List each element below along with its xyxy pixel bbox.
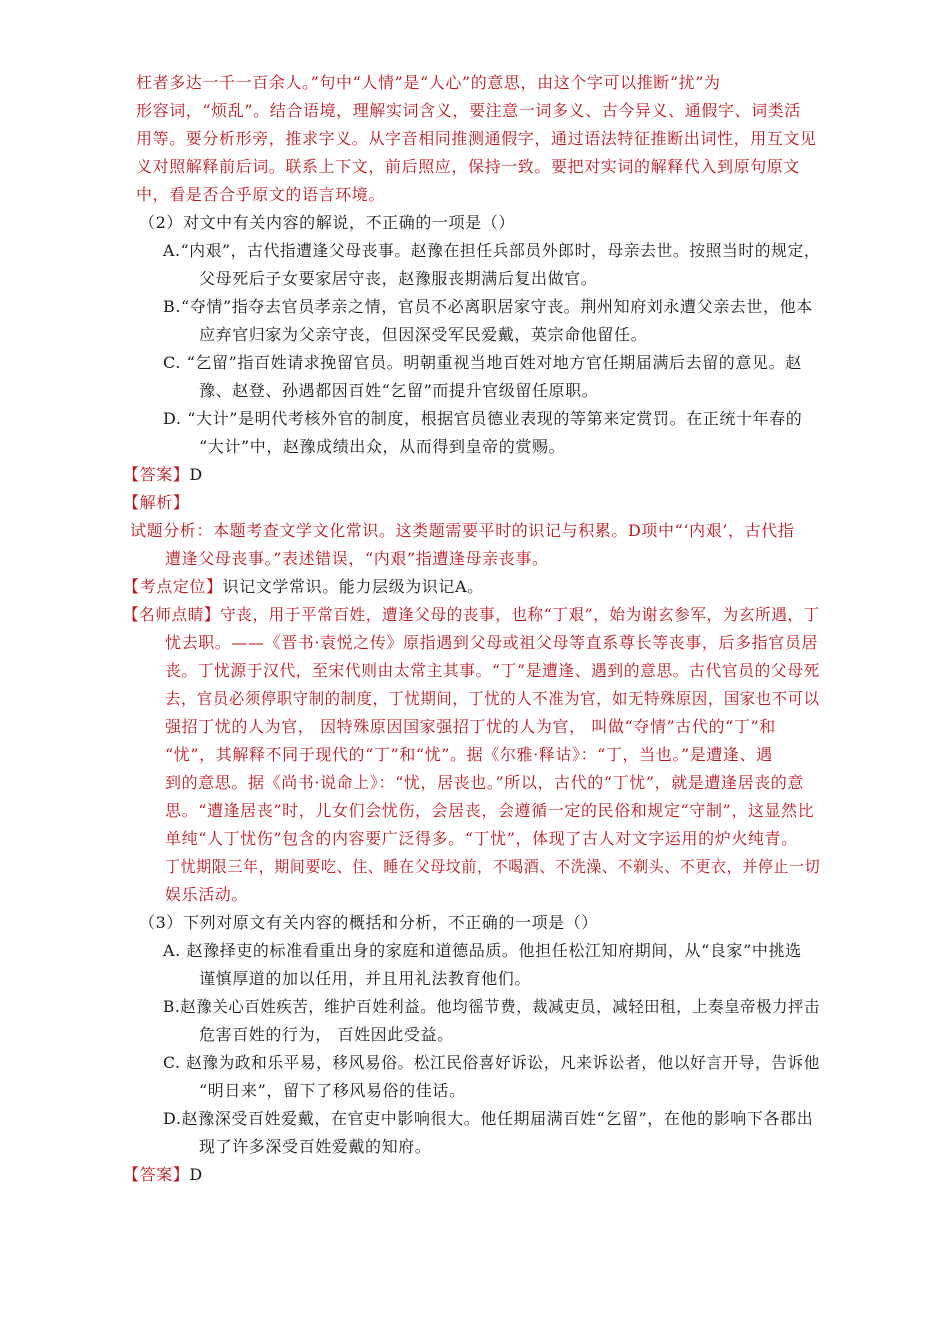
line-text: D	[189, 1165, 203, 1184]
line-text: D	[189, 465, 203, 484]
section-tag: 【答案】	[123, 1165, 190, 1184]
text-line: 谨慎厚道的加以任用，并且用礼法教育他们。	[199, 969, 532, 988]
section-tag: 【考点定位】	[123, 577, 223, 596]
text-line: 忧去职。——《晋书·袁悦之传》原指遇到父母或祖父母等直系尊长等丧事，后多指官员居	[165, 633, 819, 652]
text-line: 豫、赵登、孙遇都因百姓“乞留”而提升官级留任原职。	[199, 381, 599, 400]
text-line: 去，官员必须停职守制的制度，丁忧期间，丁忧的人不准为官，如无特殊原因，国家也不可以	[165, 689, 820, 708]
text-line: C. 赵豫为政和乐平易，移风易俗。松江民俗喜好诉讼，凡来诉讼者，他以好言开导，告诉他	[163, 1053, 821, 1072]
line-text: 识记文学常识。能力层级为识记A。	[222, 577, 484, 596]
text-line: B.“夺情”指夺去官员孝亲之情，官员不必离职居家守丧。荆州知府刘永遭父亲去世，他本	[163, 297, 813, 316]
text-line: 父母死后子女要家居守丧，赵豫服丧期满后复出做官。	[199, 269, 598, 288]
text-line: 现了许多深受百姓爱戴的知府。	[199, 1137, 432, 1156]
text-line: 枉者多达一千一百余人。”句中“人情”是“人心”的意思，由这个字可以推断“扰”为	[136, 73, 721, 92]
text-line: 【解析】	[123, 493, 190, 512]
text-line	[123, 1164, 203, 1186]
text-line: 丁忧期限三年，期间要吃、住、睡在父母坟前，不喝酒、不洗澡、不剃头、不更衣，并停止一切	[165, 857, 821, 876]
line-text: 守丧，用于平常百姓，遭逢父母的丧事，也称“丁艰”，始为谢玄参军，为玄所遇，丁	[220, 605, 820, 624]
text-line: C. “乞留”指百姓请求挽留官员。明朝重视当地百姓对地方官任期届满后去留的意见。赵	[163, 353, 802, 372]
text-line: D.赵豫深受百姓爱戴，在官吏中影响很大。他任期届满百姓“乞留”，在他的影响下各郡出	[163, 1109, 814, 1128]
text-line	[123, 464, 203, 486]
text-line: 思。“遭逢居丧”时，儿女们会忧伤，会居丧，会遵循一定的民俗和规定“守制”，这显然比	[165, 801, 815, 820]
text-line	[123, 604, 820, 626]
text-line: “忧”，其解释不同于现代的“丁”和“忧”。据《尔雅·释诂》：“丁，当也。”是遭逢、遇	[165, 745, 773, 764]
text-line: “明日来”，留下了移风易俗的佳话。	[199, 1081, 466, 1100]
text-line: A. 赵豫择吏的标准看重出身的家庭和道德品质。他担任松江知府期间，从“良家”中挑选	[163, 941, 802, 960]
text-line: （3）下列对原文有关内容的概括和分析，不正确的一项是（）	[139, 913, 598, 932]
text-line: （2）对文中有关内容的解说，不正确的一项是（）	[139, 213, 515, 232]
text-line: 应弃官归家为父亲守丧，但因深受军民爱戴，英宗命他留任。	[199, 325, 648, 344]
text-line: 丧。丁忧源于汉代，至宋代则由太常主其事。“丁”是遭逢、遇到的意思。古代官员的父母死	[165, 661, 820, 680]
text-line: 试题分析：本题考查文学文化常识。这类题需要平时的识记与积累。D项中“‘内艰’，古代指	[130, 521, 795, 540]
text-line: D. “大计”是明代考核外官的制度，根据官员德业表现的等第来定赏罚。在正统十年春的	[163, 409, 803, 428]
section-tag: 【名师点睛】	[123, 605, 221, 624]
text-line: 到的意思。据《尚书·说命上》：“忧，居丧也。”所以，古代的“丁忧”，就是遭逢居丧的意	[165, 773, 805, 792]
text-line: 用等。要分析形旁，推求字义。从字音相同推测通假字，通过语法特征推断出词性，用互文见	[136, 129, 817, 148]
text-line	[123, 576, 484, 598]
section-tag: 【答案】	[123, 465, 190, 484]
text-line: 义对照解释前后词。联系上下文，前后照应，保持一致。要把对实词的解释代入到原句原文	[136, 157, 801, 176]
text-line: 形容词，“烦乱”。结合语境，理解实词含义，要注意一词多义、古今异义、通假字、词类活	[136, 101, 801, 120]
text-line: B.赵豫关心百姓疾苦，维护百姓利益。他均徭节费，裁减吏员，减轻田租，上奏皇帝极力抨击	[163, 997, 821, 1016]
text-line: 强招丁忧的人为官， 因特殊原因国家强招丁忧的人为官， 叫做“夺情”古代的“丁”和	[165, 717, 776, 736]
text-line: 中，看是否合乎原文的语言环境。	[136, 185, 386, 204]
text-line: 单纯“人丁忧伤”包含的内容要广泛得多。“丁忧”，体现了古人对文字运用的炉火纯青。	[165, 829, 798, 848]
text-line: 娱乐活动。	[165, 885, 249, 904]
text-line: 遭逢父母丧事。”表述错误，“内艰”指遭逢母亲丧事。	[165, 549, 549, 568]
text-line: A.“内艰”，古代指遭逢父母丧事。赵豫在担任兵部员外郎时，母亲去世。按照当时的规定，	[163, 241, 821, 260]
text-line: “大计”中，赵豫成绩出众，从而得到皇帝的赏赐。	[199, 437, 566, 456]
text-line: 危害百姓的行为， 百姓因此受益。	[199, 1025, 454, 1044]
